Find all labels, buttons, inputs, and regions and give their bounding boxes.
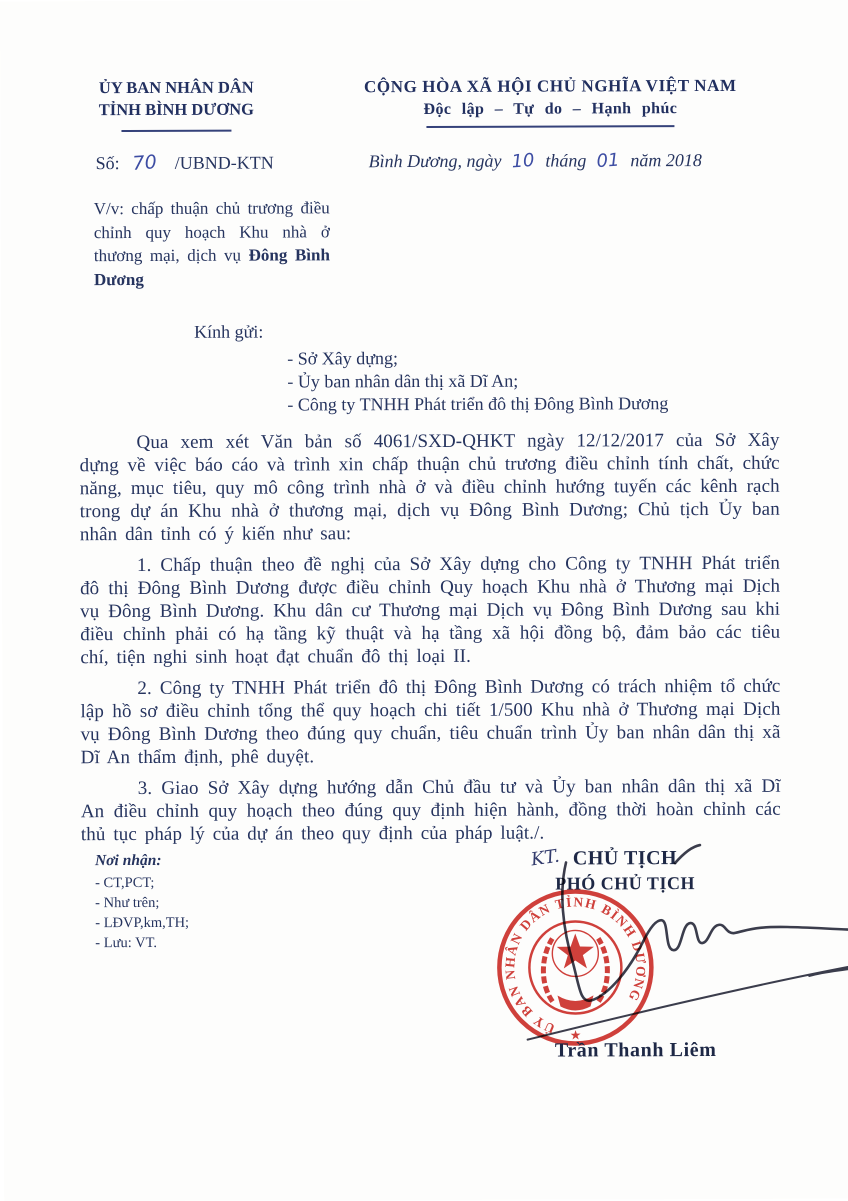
- recipient-item: - Ủy ban nhân dân thị xã Dĩ An;: [287, 370, 519, 392]
- year-label: năm 2018: [630, 150, 702, 171]
- signer-title-vice-chairman: PHÓ CHỦ TỊCH: [555, 873, 695, 894]
- number-label: Số:: [95, 153, 120, 174]
- noi-nhan-label: Nơi nhận:: [94, 851, 162, 870]
- month-handwritten: 01: [596, 149, 621, 173]
- national-motto-line2: Độc lập – Tự do – Hạnh phúc: [423, 100, 678, 119]
- place-date-line: [369, 150, 702, 172]
- item-paragraph-2: 2. Công ty TNHH Phát triển đô thị Đông Bình Dương có trách nhiệm tổ chức lập hồ sơ điều chỉnh tổng thể quy hoạch chi tiết 1/500 Khu nhà ở Thương mại Dịch vụ Đông Bình Dương theo đúng quy chuẩn, tiêu chuẩn trình Ủy ban nhân dân thị xã Dĩ An thẩm định, phê duyệt.: [80, 675, 781, 769]
- subject-emphasis: Đông Bình Dương: [93, 245, 330, 289]
- noi-nhan-item: - LĐVP,km,TH;: [95, 914, 190, 932]
- day-handwritten: 10: [511, 149, 536, 173]
- noi-nhan-item: - Lưu: VT.: [95, 934, 158, 952]
- number-handwritten: 70: [131, 151, 158, 175]
- org-underline: [121, 130, 231, 132]
- body-text: [80, 429, 781, 854]
- reference-number-line: [96, 152, 274, 175]
- pen-tick-stroke: [675, 845, 700, 863]
- noi-nhan-block: [95, 851, 189, 953]
- seal-bottom-star-icon: ★: [569, 1027, 582, 1043]
- org-name-line1: ỦY BAN NHÂN DÂN: [98, 77, 254, 98]
- national-underline: [426, 125, 674, 128]
- recipient-item: - Công ty TNHH Phát triển đô thị Đông Bình Dương: [287, 393, 669, 415]
- noi-nhan-item: - CT,PCT;: [95, 874, 155, 892]
- seal-ring-text: ỦY BAN NHÂN DÂN TỈNH BÌNH DƯƠNG: [502, 894, 649, 1037]
- subject-text: V/v: chấp thuận chủ trương điều chỉnh quy hoạch Khu nhà ở thương mại, dịch vụ: [93, 198, 330, 266]
- recipient-item: - Sở Xây dựng;: [287, 348, 399, 369]
- org-name-line2: TỈNH BÌNH DƯƠNG: [98, 99, 255, 120]
- month-label: tháng: [545, 150, 587, 171]
- issuing-org-block: [64, 76, 288, 132]
- salutation-label: Kính gửi:: [194, 321, 264, 342]
- intro-paragraph: Qua xem xét Văn bản số 4061/SXD-QHKT ngày 12/12/2017 của Sở Xây dựng về việc báo cáo và trình xin chấp thuận chủ trương điều chỉnh tính chất, chức năng, mục tiêu, quy mô công trình nhà ở và điều chỉnh hướng tuyến các kênh rạch trong dự án Khu nhà ở thương mại, dịch vụ Đông Bình Dương; Chủ tịch Ủy ban nhân dân tỉnh có ý kiến như sau:: [79, 429, 780, 546]
- noi-nhan-item: - Như trên;: [95, 894, 160, 912]
- national-header-block: [348, 75, 752, 128]
- signature-main-stroke: [562, 862, 848, 1001]
- signer-title-chairman: CHỦ TỊCH: [572, 847, 678, 870]
- place-label: Bình Dương, ngày: [368, 150, 502, 172]
- signature-dash-stroke: [809, 969, 848, 976]
- national-motto-line1: CỘNG HÒA XÃ HỘI CHỦ NGHĨA VIỆT NAM: [363, 75, 737, 97]
- signer-name: Trần Thanh Liêm: [554, 1038, 717, 1062]
- item-paragraph-3: 3. Giao Sở Xây dựng hướng dẫn Chủ đầu tư và Ủy ban nhân dân thị xã Dĩ An điều chỉnh quy hoạch theo đúng quy định hiện hành, đồng thời hoàn chỉnh các thủ tục pháp lý của dự án theo quy định của pháp luật./.: [80, 775, 781, 846]
- number-suffix: /UBND-KTN: [174, 152, 274, 173]
- recipient-list: [287, 346, 668, 416]
- subject-block: [94, 196, 330, 291]
- kt-handwritten-note: KT.: [529, 845, 561, 871]
- item-paragraph-1: 1. Chấp thuận theo đề nghị của Sở Xây dựng cho Công ty TNHH Phát triển đô thị Đông Bình Dương được điều chỉnh Quy hoạch Khu nhà ở Thương mại Dịch vụ Đông Bình Dương. Khu dân cư Thương mại Dịch vụ Đông Bình Dương sau khi điều chỉnh phải có hạ tầng kỹ thuật và hạ tầng xã hội đồng bộ, đảm bảo các tiêu chí, tiện nghi sinh hoạt đạt chuẩn đô thị loại II.: [80, 552, 781, 669]
